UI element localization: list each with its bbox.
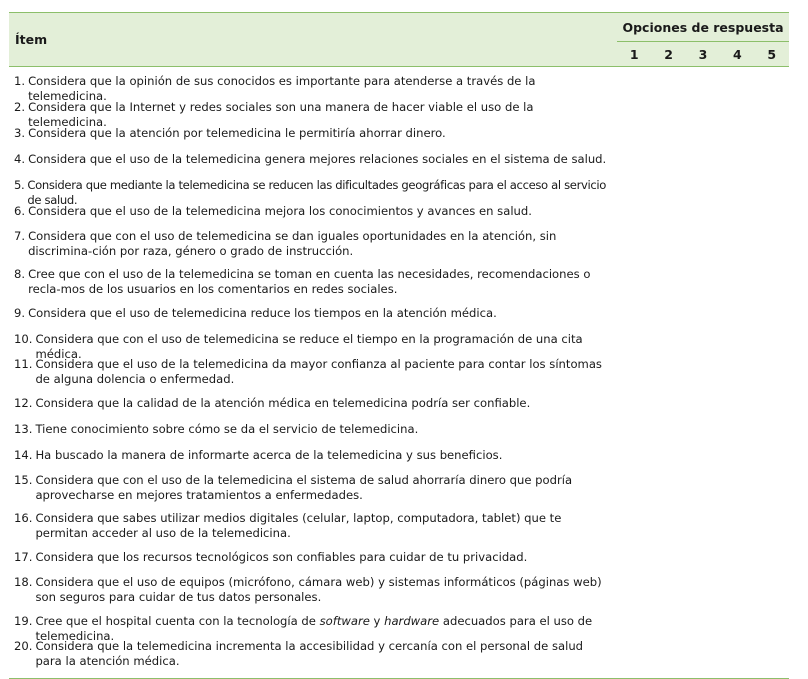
item-number: 5. [14,178,25,192]
table-row [9,612,789,643]
header-divider [617,41,789,42]
item-number: 17. [14,550,33,564]
item-text: Considera que la calidad de la atención médica en telemedicina podría ser confiable. [35,396,531,410]
item-number: 11. [14,357,33,371]
item-text: Considera que con el uso de telemedicina se reduce el tiempo en la programación de una cita médica. [35,332,583,361]
table-row [9,394,789,420]
item-text-part: y [369,614,385,628]
item-text: Considera que el uso de la telemedicina da mayor confianza al paciente para contar los síntomas de alguna dolencia o enfermedad. [35,357,602,386]
table-row [9,266,789,304]
item-text: Considera que la atención por telemedicina le permitiría ahorrar dinero. [28,126,446,140]
item-number: 12. [14,396,33,410]
table-row [9,124,789,150]
item-text [35,614,609,643]
table-row [9,446,789,472]
item-number: 9. [14,306,26,320]
table-row [9,638,789,674]
item-number: 18. [14,575,33,589]
option-numbers [617,47,789,62]
option-1: 1 [629,47,639,62]
item-text: Cree que con el uso de la telemedicina se toman en cuenta las necesidades, recomendaciones o recla-mos de los usuarios en los comentarios en redes sociales. [28,267,591,296]
item-number: 20. [14,639,33,653]
item-number: 10. [14,332,33,346]
option-5: 5 [767,47,777,62]
item-number: 16. [14,511,33,525]
item-number: 19. [14,614,33,628]
item-text-part: adecuados para el uso de telemedicina. [35,614,593,643]
item-text: Considera que los recursos tecnológicos son confiables para cuidar de tu privacidad. [35,550,528,564]
table-header [9,13,789,67]
item-text: Tiene conocimiento sobre cómo se da el servicio de telemedicina. [35,422,419,436]
item-number: 14. [14,448,33,462]
table-row [9,420,789,446]
item-text: Considera que la telemedicina incrementa la accesibilidad y cercanía con el personal de salud para la atención médica. [35,639,584,668]
option-3: 3 [698,47,708,62]
item-text: Considera que sabes utilizar medios digitales (celular, laptop, computadora, tablet) que te permitan acceder al uso de la telemedicina. [35,511,562,540]
item-number: 8. [14,267,26,281]
table-row [9,472,789,510]
table-row [9,330,789,361]
item-number: 2. [14,100,26,114]
item-text: Considera que el uso de telemedicina reduce los tiempos en la atención médica. [28,306,497,320]
table-row [9,510,789,548]
options-column-header: Opciones de respuesta [622,20,784,35]
item-number: 6. [14,204,26,218]
option-2: 2 [664,47,673,62]
item-text: Considera que el uso de la telemedicina genera mejores relaciones sociales en el sistema de salud. [28,152,607,166]
survey-table [9,12,789,679]
item-text: Considera que el uso de la telemedicina mejora los conocimientos y avances en salud. [28,204,532,218]
item-number: 7. [14,229,26,243]
item-text: Considera que la opinión de sus conocidos es importante para atenderse a través de la telemedicina. [28,74,536,103]
table-row [9,548,789,574]
table-row [9,150,789,176]
item-number: 15. [14,473,33,487]
item-column-header: Ítem [15,32,48,47]
table-row [9,72,789,103]
item-text-part: Cree que el hospital cuenta con la tecnología de [35,614,320,628]
item-text: Considera que con el uso de la telemedicina el sistema de salud ahorraría dinero que podría aprovecharse en mejores tratamientos a enfermedades. [35,473,573,502]
table-row [9,98,789,129]
table-row [9,574,789,612]
item-text: Considera que mediante la telemedicina se reducen las dificultades geográficas para el acceso al servicio de salud. [27,178,607,207]
item-number: 1. [14,74,26,88]
item-text: Considera que con el uso de telemedicina se dan iguales oportunidades en la atención, sin discrimina-ción por raza, género o grado de instrucción. [28,229,557,258]
item-number: 4. [14,152,26,166]
item-text: Considera que la Internet y redes sociales son una manera de hacer viable el uso de la telemedicina. [28,100,534,129]
item-text: Considera que el uso de equipos (micrófono, cámara web) y sistemas informáticos (páginas web) son seguros para cuidar de tus datos personales. [35,575,602,604]
table-row [9,202,789,228]
item-number: 13. [14,422,33,436]
table-row [9,356,789,394]
table-row [9,304,789,330]
table-row [9,228,789,266]
table-body [9,67,789,678]
item-text-emphasis: hardware [384,614,440,628]
table-row [9,176,789,207]
item-text: Ha buscado la manera de informarte acerca de la telemedicina y sus beneficios. [35,448,503,462]
item-text-emphasis: software [319,614,370,628]
option-4: 4 [733,47,742,62]
item-number: 3. [14,126,26,140]
